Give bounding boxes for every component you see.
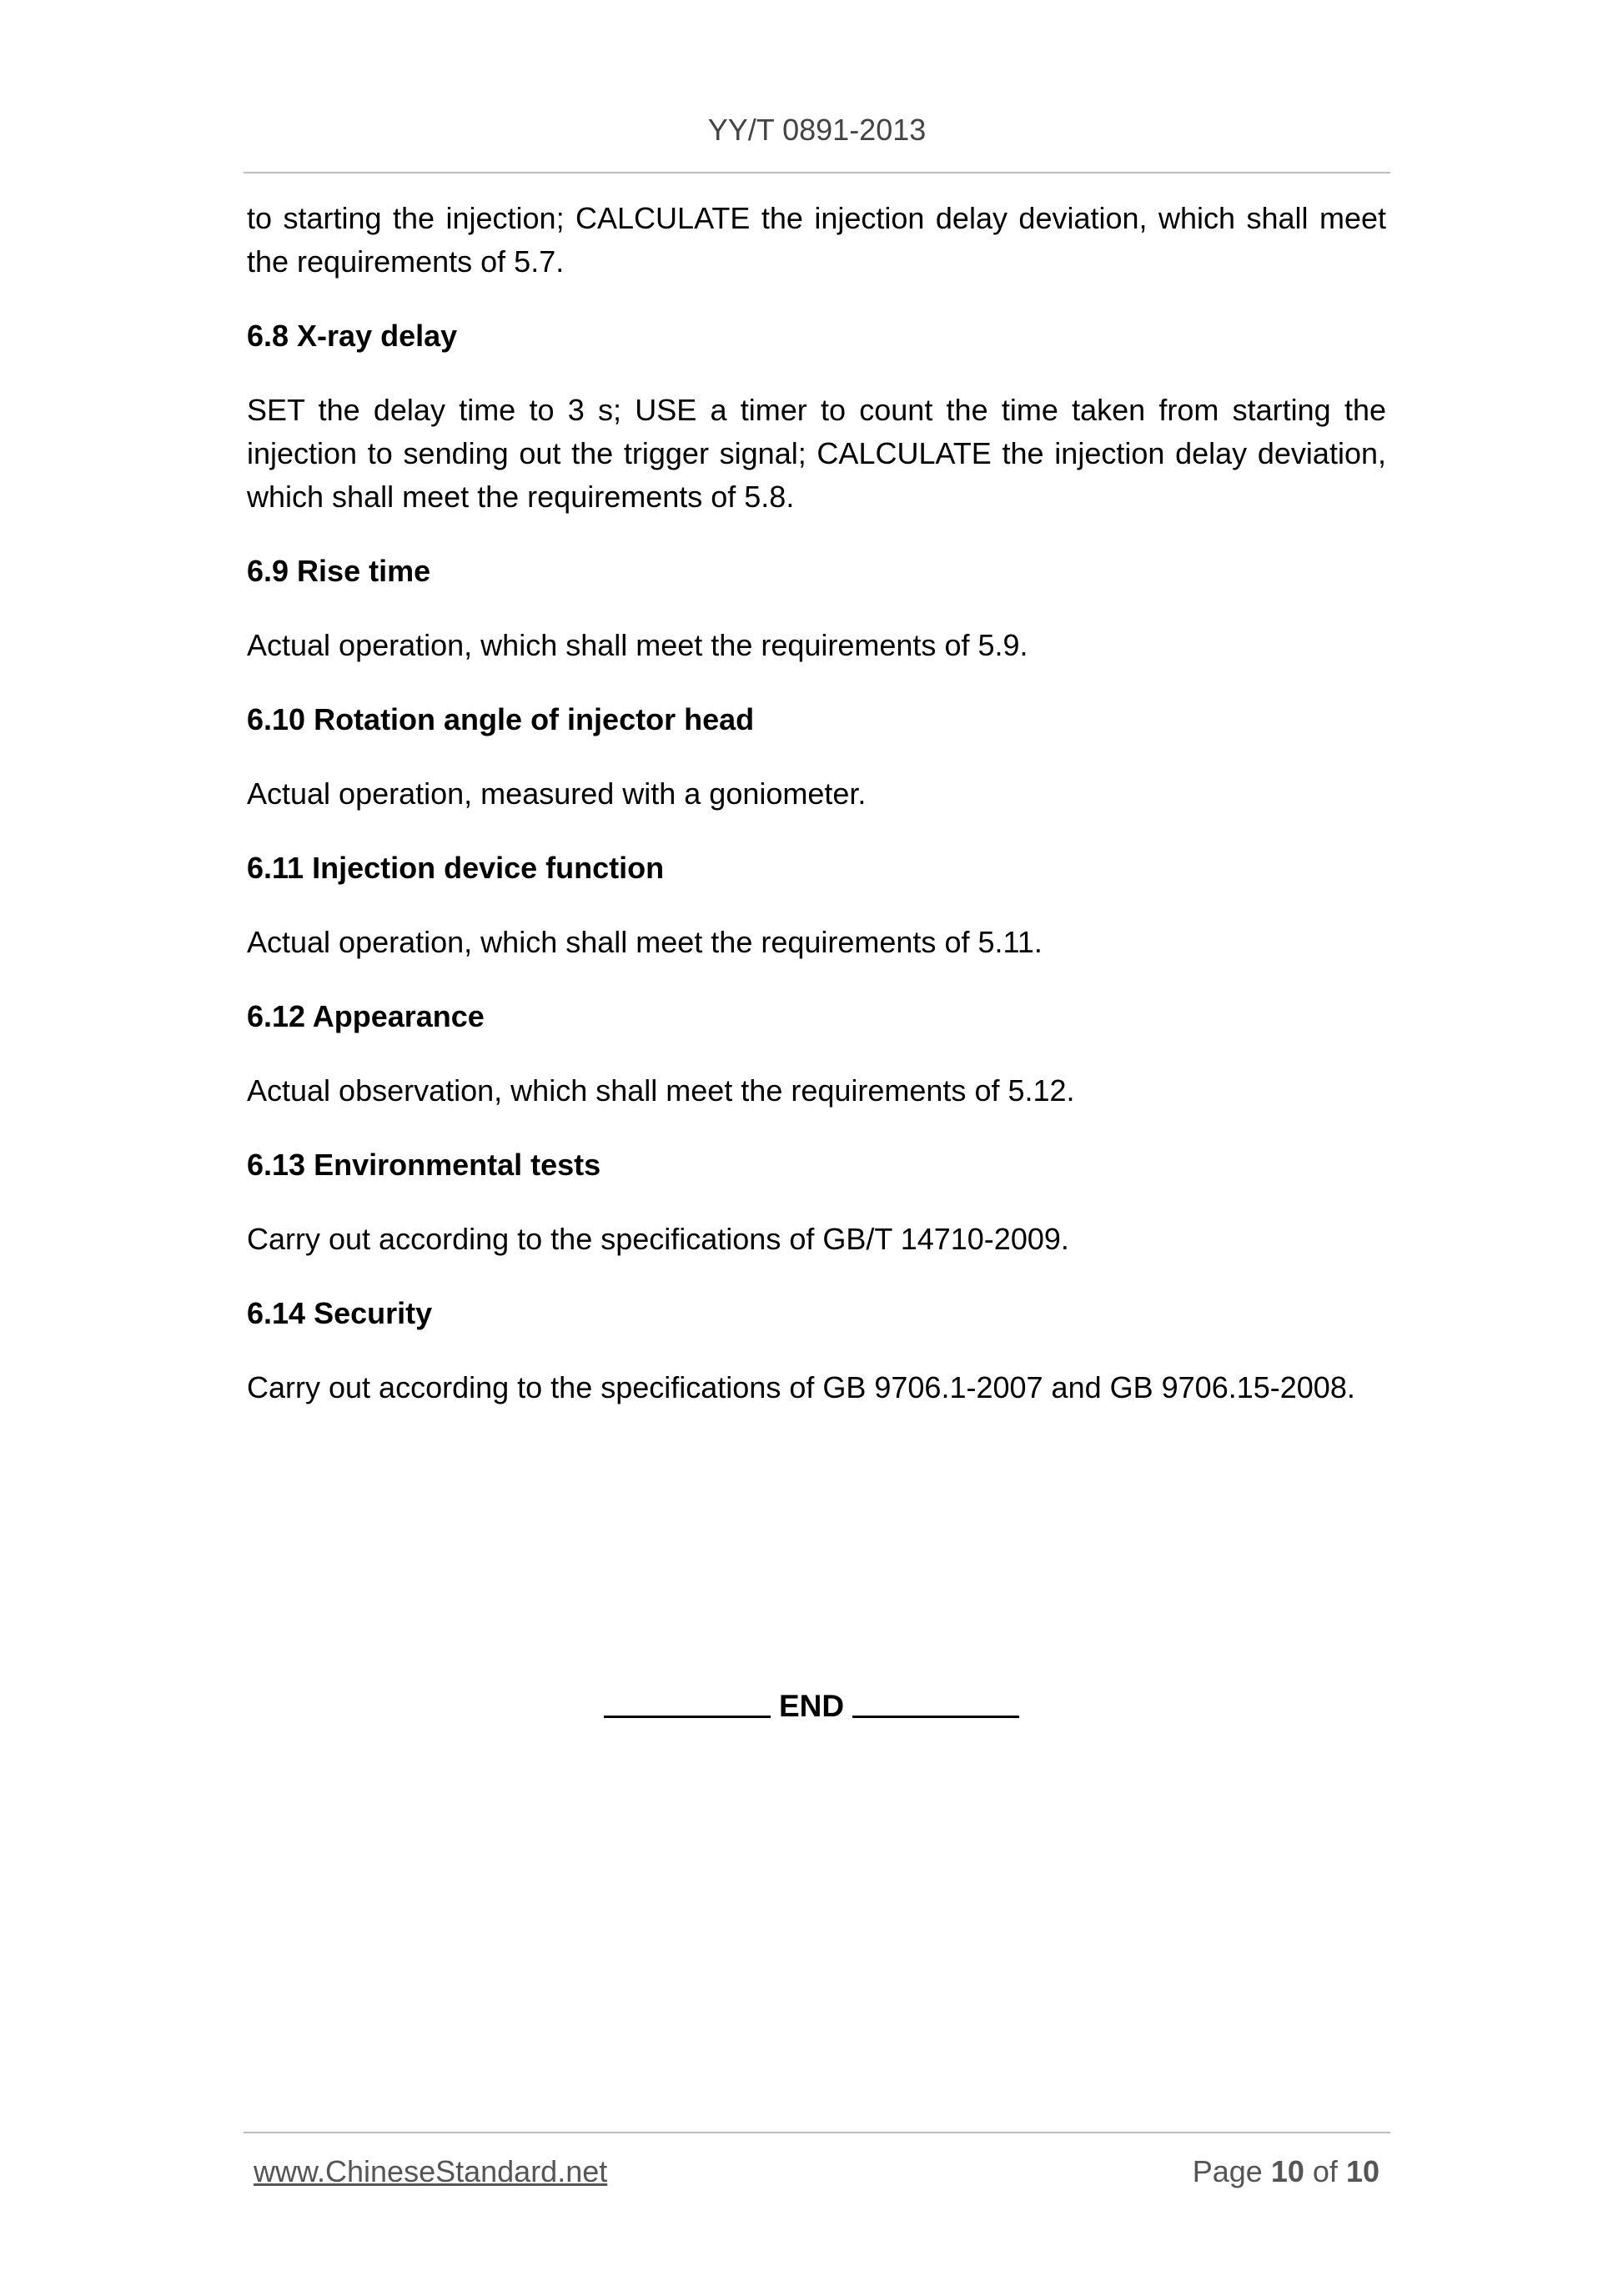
document-code-header: YY/T 0891-2013 (707, 113, 927, 147)
section-text-6-11: Actual operation, which shall meet the requirements of 5.11. (247, 925, 1043, 959)
page-of: of (1312, 2154, 1338, 2188)
section-text-6-14: Carry out according to the specifications of GB 9706.1-2007 and GB 9706.15-2008. (247, 1370, 1355, 1404)
end-left-rule (604, 1691, 771, 1718)
section-heading-6-14: 6.14 Security (247, 1296, 433, 1330)
section-heading-6-13: 6.13 Environmental tests (247, 1148, 601, 1182)
page-current-number: 10 (1270, 2154, 1304, 2188)
section-text-6-13: Carry out according to the specifications of GB/T 14710-2009. (247, 1222, 1069, 1256)
section-heading-6-9: 6.9 Rise time (247, 554, 431, 588)
section-heading-6-8: 6.8 X-ray delay (247, 319, 458, 353)
section-text-6-12: Actual observation, which shall meet the requirements of 5.12. (247, 1073, 1075, 1108)
page-total-number: 10 (1345, 2154, 1379, 2188)
section-text-6-10: Actual operation, measured with a goniometer. (247, 776, 867, 811)
footer-divider (244, 2132, 1390, 2133)
page-prefix: Page (1192, 2154, 1263, 2188)
end-label: END (778, 1689, 845, 1723)
section-heading-6-11: 6.11 Injection device function (247, 851, 665, 885)
section-heading-6-12: 6.12 Appearance (247, 999, 485, 1033)
end-right-rule (852, 1691, 1019, 1718)
section-text-6-8: SET the delay time to 3 s; USE a timer to count the time taken from starting the injection to sending out the trigger signal; CALCULATE the injection delay deviation, which shall meet the requirements of 5.8. (247, 393, 1386, 514)
document-body (247, 197, 1386, 1409)
page-indicator (1193, 2154, 1379, 2189)
intro-paragraph: to starting the injection; CALCULATE the injection delay deviation, which shall meet the requirements of 5.7. (247, 201, 1386, 279)
end-marker (0, 1689, 1623, 1724)
section-text-6-9: Actual operation, which shall meet the requirements of 5.9. (247, 628, 1028, 662)
header-divider (244, 172, 1390, 173)
website-link[interactable]: www.ChineseStandard.net (254, 2154, 608, 2188)
section-heading-6-10: 6.10 Rotation angle of injector head (247, 702, 755, 736)
